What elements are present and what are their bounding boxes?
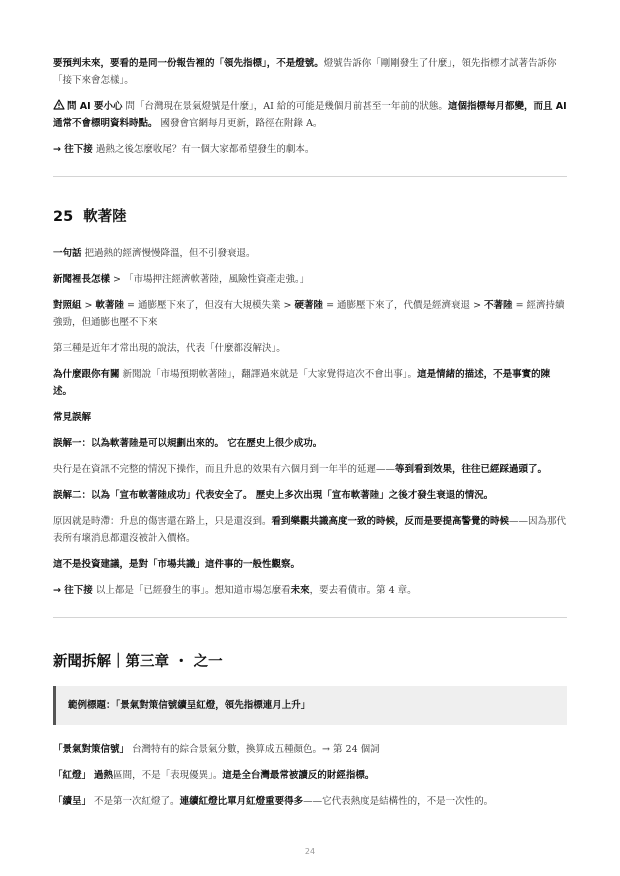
ai-caution-paragraph: 問 AI 要小心 問「台灣現在景氣燈號是什麼」，AI 給的可能是幾個月前甚至一年前的狀態。這個指標每月都變，而且 AI 通常不會標明資料時點。 國發會官網每月更新，路徑在附錄 A。 xyxy=(53,101,567,129)
news-example: 新聞裡長怎樣 > 「市場押注經濟軟著陸，風險性資產走強。」 xyxy=(53,274,310,285)
intro-paragraph-1: 要預判未來，要看的是同一份報告裡的「領先指標」，不是燈號。燈號告訴你「剛剛發生了什麼」，領先指標才試著告訴你「接下來會怎樣」。 xyxy=(53,58,557,86)
section-next-paragraph: → 往下接 以上都是「已經發生的事」。想知道市場怎麼看未來，要去看債市。第 4 章。 xyxy=(53,585,417,596)
page-content xyxy=(53,55,567,819)
third-type-note: 第三種是近年才常出現的說法，代表「什麼都沒解決」。 xyxy=(53,343,286,354)
misconception-1-body: 央行是在資訊不完整的情況下操作，而且升息的效果有六個月到一年半的延遲——等到看到效果，往往已經踩過頭了。 xyxy=(53,464,548,475)
term-continued: 「續呈」 不是第一次紅燈了。連續紅燈比單月紅燈重要得多——它代表熱度是結構性的，不是一次性的。 xyxy=(53,796,494,807)
next-topic-paragraph: → 往下接 過熱之後怎麼收尾？有一個大家都希望發生的劇本。 xyxy=(53,144,315,155)
page-number: 24 xyxy=(304,847,316,856)
term-red-light: 「紅燈」 過熱區間，不是「表現優異」。這是全台灣最常被讀反的財經指標。 xyxy=(53,770,375,781)
misconception-1-title: 誤解一：以為軟著陸是可以規劃出來的。 它在歷史上很少成功。 xyxy=(53,438,323,449)
chapter-heading: 新聞拆解｜第三章 ・ 之一 xyxy=(53,654,223,670)
misconception-2-body: 原因就是時滯：升息的傷害還在路上，只是還沒到。看到樂觀共識高度一致的時候，反而是要提高警覺的時候——因為那代表所有壞消息都還沒被計入價格。 xyxy=(53,516,567,544)
divider xyxy=(53,617,567,618)
why-relevant-paragraph: 為什麼跟你有關 新聞說「市場預期軟著陸」，翻譯過來就是「大家覺得這次不會出事」。這是情緒的描述，不是事實的陳述。 xyxy=(53,369,551,397)
divider xyxy=(53,176,567,177)
misconceptions-heading: 常見誤解 xyxy=(53,412,92,423)
warning-icon xyxy=(53,99,65,110)
sample-headline-box: 範例標題：「景氣對策信號續呈紅燈，領先指標連月上升」 xyxy=(53,686,567,725)
comparison-group: 對照組 > 軟著陸 = 通膨壓下來了，但沒有大規模失業 > 硬著陸 = 通膨壓下來了，代價是經濟衰退 > 不著陸 = 經濟持續強勁，但通膨也壓不下來 xyxy=(53,300,565,328)
section-heading: 25 軟著陸 xyxy=(53,209,127,225)
disclaimer: 這不是投資建議，是對「市場共識」這件事的一般性觀察。 xyxy=(53,559,301,570)
misconception-2-title: 誤解二：以為「宣布軟著陸成功」代表安全了。 歷史上多次出現「宣布軟著陸」之後才發生衰退的情況。 xyxy=(53,490,494,501)
term-signal: 「景氣對策信號」 台灣特有的綜合景氣分數，換算成五種顏色。→ 第 24 個詞 xyxy=(53,744,380,755)
one-line-definition: 一句話 把過熱的經濟慢慢降溫，但不引發衰退。 xyxy=(53,248,256,259)
